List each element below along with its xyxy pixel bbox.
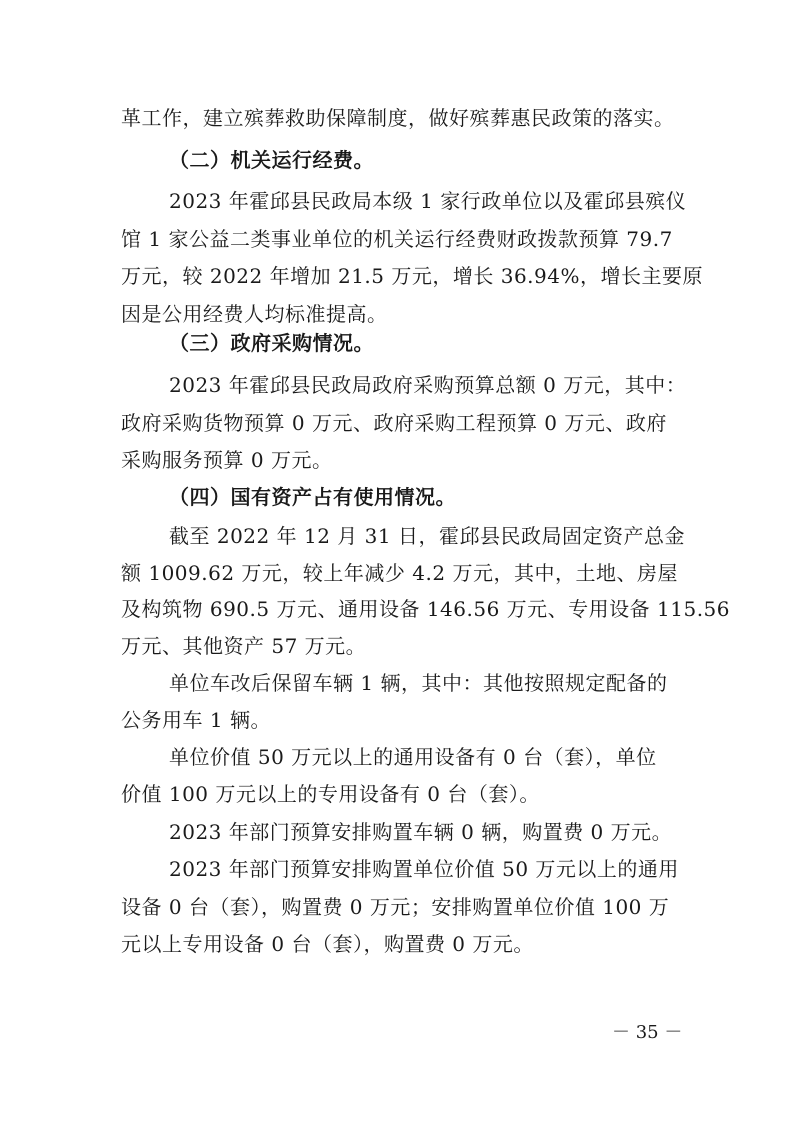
paragraph-line: 万元、其他资产 57 万元。 bbox=[121, 634, 367, 658]
paragraph-line: 政府采购货物预算 0 万元、政府采购工程预算 0 万元、政府 bbox=[121, 411, 667, 435]
paragraph-line: 截至 2022 年 12 月 31 日，霍邱县民政局固定资产总金 bbox=[169, 524, 685, 548]
paragraph-line: 万元，较 2022 年增加 21.5 万元，增长 36.94%，增长主要原 bbox=[121, 264, 703, 288]
paragraph-line: 公务用车 1 辆。 bbox=[121, 708, 271, 732]
paragraph-line: 2023 年霍邱县民政局本级 1 家行政单位以及霍邱县殡仪 bbox=[169, 189, 687, 213]
paragraph-line: 馆 1 家公益二类事业单位的机关运行经费财政拨款预算 79.7 bbox=[121, 227, 673, 251]
paragraph-line: 2023 年霍邱县民政局政府采购预算总额 0 万元，其中： bbox=[169, 373, 687, 397]
paragraph-line: 元以上专用设备 0 台（套），购置费 0 万元。 bbox=[121, 932, 534, 956]
paragraph-line: 采购服务预算 0 万元。 bbox=[121, 448, 333, 472]
paragraph-line: 额 1009.62 万元，较上年减少 4.2 万元，其中，土地、房屋 bbox=[121, 561, 678, 585]
paragraph-line: 革工作，建立殡葬救助保障制度，做好殡葬惠民政策的落实。 bbox=[121, 106, 675, 130]
paragraph-line: 价值 100 万元以上的专用设备有 0 台（套）。 bbox=[121, 782, 540, 806]
paragraph-line: 2023 年部门预算安排购置单位价值 50 万元以上的通用 bbox=[169, 857, 679, 881]
section-heading: （二）机关运行经费。 bbox=[169, 148, 374, 172]
section-heading: （四）国有资产占有使用情况。 bbox=[169, 485, 456, 509]
paragraph-line: 设备 0 台（套），购置费 0 万元；安排购置单位价值 100 万 bbox=[121, 895, 670, 919]
paragraph-line: 因是公用经费人均标准提高。 bbox=[121, 302, 388, 326]
paragraph-line: 2023 年部门预算安排购置车辆 0 辆，购置费 0 万元。 bbox=[169, 820, 673, 844]
paragraph-line: 及构筑物 690.5 万元、通用设备 146.56 万元、专用设备 115.56 bbox=[121, 597, 731, 621]
section-heading: （三）政府采购情况。 bbox=[169, 331, 374, 355]
page-number: － 35 － bbox=[612, 1022, 683, 1043]
paragraph-line: 单位车改后保留车辆 1 辆，其中：其他按照规定配备的 bbox=[169, 671, 668, 695]
paragraph-line: 单位价值 50 万元以上的通用设备有 0 台（套），单位 bbox=[169, 745, 657, 769]
